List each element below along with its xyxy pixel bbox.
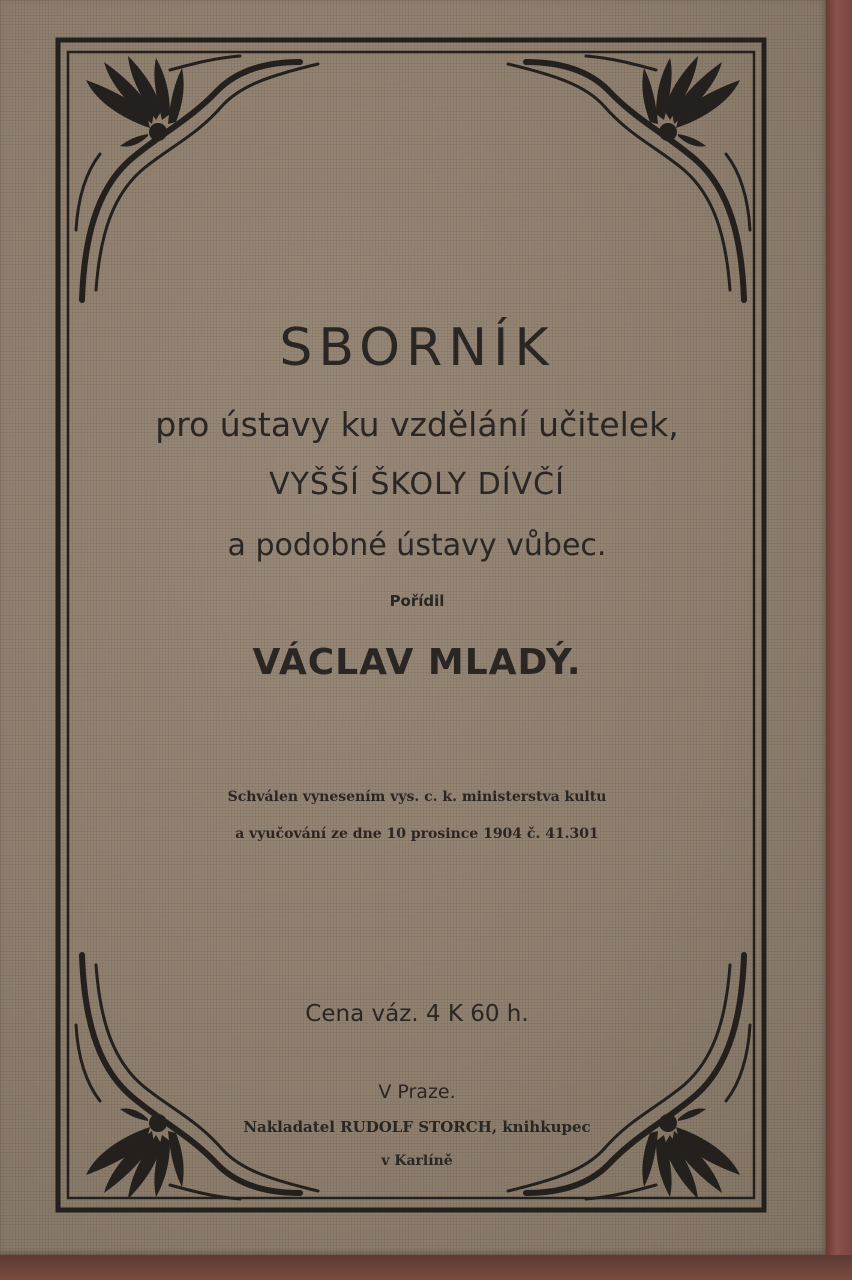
book-right-edge (826, 0, 852, 1280)
publisher-line: Nakladatel RUDOLF STORCH, knihkupec (243, 1118, 591, 1136)
cover-title: SBORNÍK (279, 318, 555, 378)
approval-line-1: Schválen vynesením vys. c. k. ministerstva kultu (227, 789, 607, 805)
approval-line-2: a vyučování ze dne 10 prosince 1904 č. 41.301 (235, 826, 599, 842)
publisher-location: v Karlíně (381, 1153, 453, 1169)
price-label: Cena váz. 4 K 60 h. (305, 1001, 529, 1027)
book-bottom-edge (0, 1255, 852, 1280)
subtitle-line-2: VYŠŠÍ ŠKOLY DÍVČÍ (269, 467, 565, 502)
fan-palmette-ornament (508, 56, 750, 300)
outer-border (58, 40, 764, 1210)
subtitle-line-1: pro ústavy ku vzdělání učitelek, (155, 405, 679, 444)
fan-palmette-ornament (76, 56, 318, 300)
author-name: VÁCLAV MLADÝ. (252, 642, 582, 683)
publication-place: V Praze. (378, 1081, 456, 1103)
compiled-by-label: Pořídil (389, 592, 445, 610)
subtitle-line-3: a podobné ústavy vůbec. (227, 528, 607, 563)
